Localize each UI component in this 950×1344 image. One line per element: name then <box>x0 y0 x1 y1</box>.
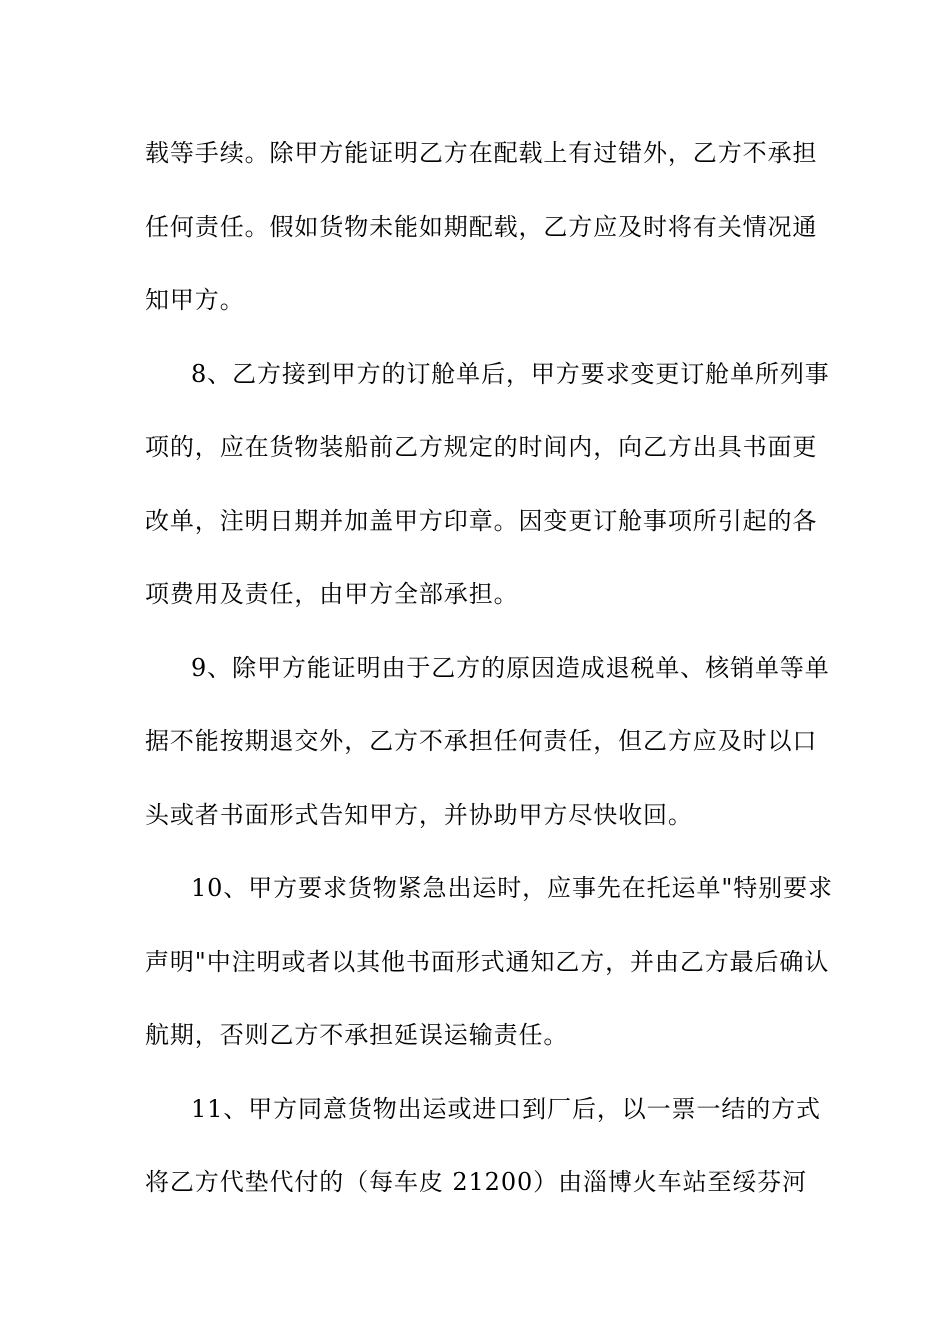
contract-text-body <box>145 128 833 1231</box>
text-line: 将乙方代垫代付的（每车皮 21200）由淄博火车站至绥芬河 <box>145 1168 808 1196</box>
text-line: 据不能按期退交外，乙方不承担任何责任，但乙方应及时以口 <box>145 727 818 755</box>
text-line: 头或者书面形式告知甲方，并协助甲方尽快收回。 <box>145 800 693 829</box>
text-line: 载等手续。除甲方能证明乙方在配载上有过错外，乙方不承担 <box>145 139 818 167</box>
clause-9-first-line: 9、除甲方能证明由于乙方的原因造成退税单、核销单等单 <box>191 653 830 682</box>
text-line: 声明"中注明或者以其他书面形式通知乙方，并由乙方最后确认 <box>145 947 830 976</box>
clause-8-first-line: 8、乙方接到甲方的订舱单后，甲方要求变更订舱单所列事 <box>191 359 830 388</box>
clause-11-first-line: 11、甲方同意货物出运或进口到厂后，以一票一结的方式 <box>191 1094 821 1123</box>
text-line: 改单，注明日期并加盖甲方印章。因变更订舱事项所引起的各 <box>145 506 818 535</box>
text-line: 航期，否则乙方不承担延误运输责任。 <box>145 1021 569 1049</box>
text-line: 任何责任。假如货物未能如期配载，乙方应及时将有关情况通 <box>145 212 818 241</box>
text-line: 知甲方。 <box>145 286 245 314</box>
text-line: 项的，应在货物装船前乙方规定的时间内，向乙方出具书面更 <box>145 433 818 461</box>
clause-10-first-line: 10、甲方要求货物紧急出运时，应事先在托运单"特别要求 <box>191 874 833 902</box>
text-line: 项费用及责任，由甲方全部承担。 <box>145 580 519 608</box>
